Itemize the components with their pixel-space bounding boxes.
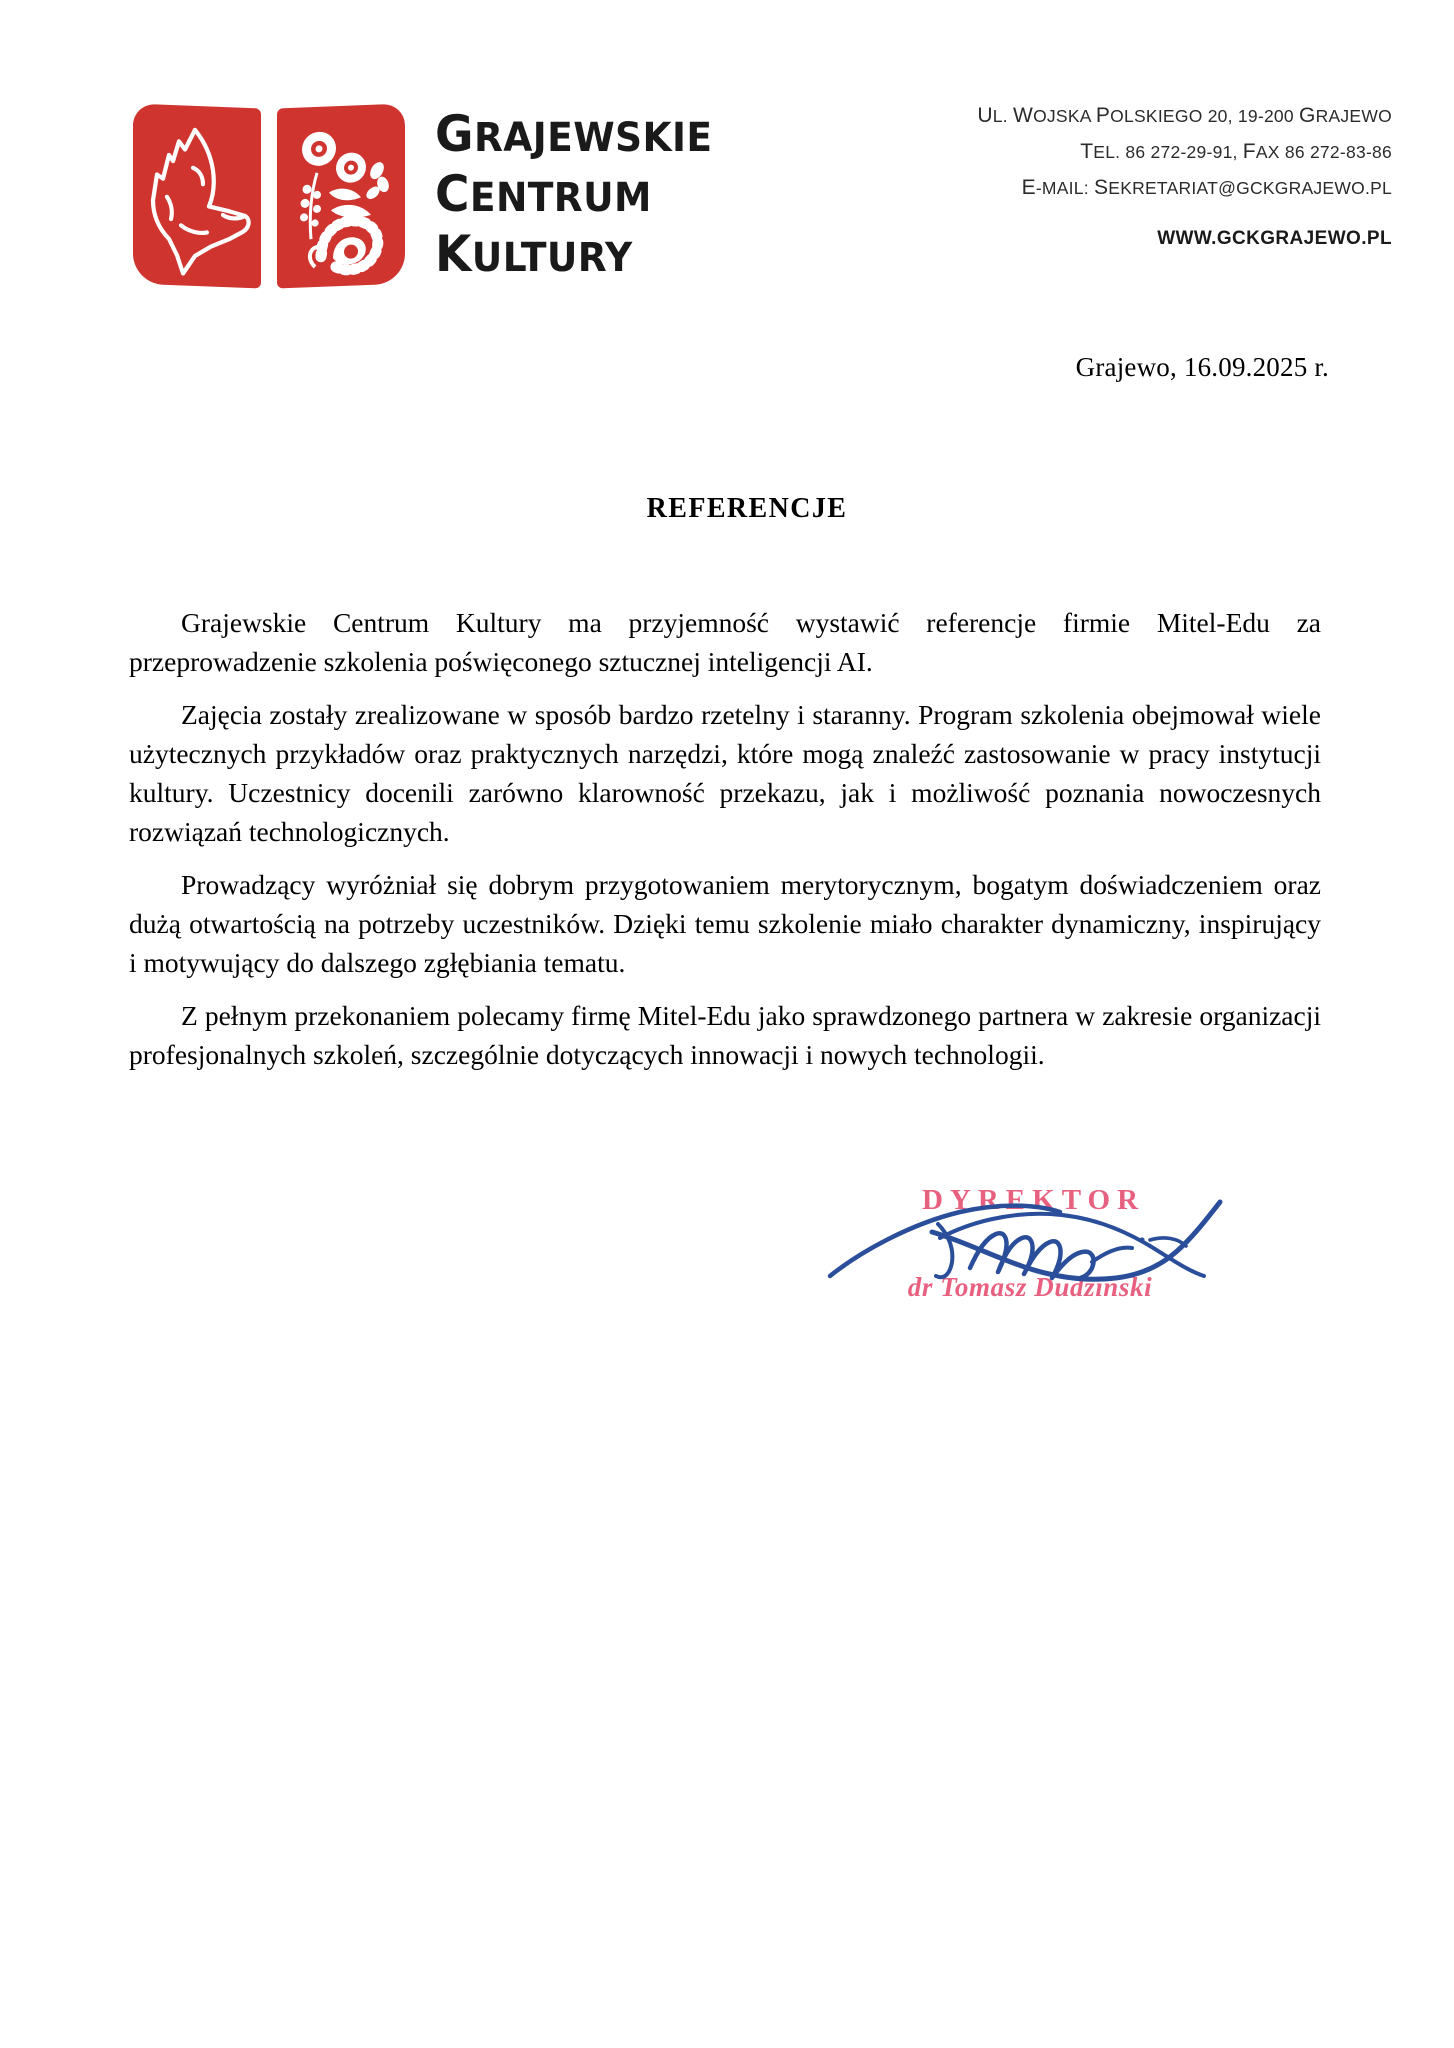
- handwritten-signature-icon: [820, 1180, 1240, 1320]
- logo-left-panel: [133, 104, 261, 289]
- stamp-role-label: DYREKTOR: [921, 1184, 1146, 1216]
- stamp-name-label: dr Tomasz Dudziński: [907, 1272, 1153, 1302]
- signature-block: [820, 1180, 1240, 1320]
- logo-right-panel: [277, 104, 405, 289]
- contact-website[interactable]: WWW.GCKGRAJEWO.PL: [1157, 228, 1392, 250]
- logo-wordmark: [435, 104, 765, 284]
- contact-block: [977, 98, 1392, 250]
- contact-address: UL. WOJSKA POLSKIEGO 20, 19-200 GRAJEWO: [977, 104, 1392, 127]
- letter-body: [129, 603, 1321, 1075]
- logo-wordmark-line-3: KULTURY: [435, 225, 633, 283]
- contact-phone: TEL. 86 272-29-91, FAX 86 272-83-86: [1080, 140, 1392, 164]
- logo-wordmark-line-1: GRAJEWSKIE: [435, 105, 713, 163]
- body-paragraph-4: Z pełnym przekonaniem polecamy firmę Mitel-Edu jako sprawdzonego partnera w zakresie organizacji profesjonalnych szkoleń, szczególnie dotyczących innowacji i nowych technologii.: [129, 1000, 1321, 1071]
- body-paragraph-2: Zajęcia zostały zrealizowane w sposób bardzo rzetelny i staranny. Program szkolenia obejmował wiele użytecznych przykładów oraz praktycznych narzędzi, które mogą znaleźć zastosowanie w pracy instytucji kultury. Uczestnicy docenili zarówno klarowność przekazu, jak i możliwość poznania nowoczesnych rozwiązań technologicznych.: [129, 699, 1321, 848]
- body-paragraph-1: Grajewskie Centrum Kultury ma przyjemność wystawić referencje firmie Mitel-Edu za przeprowadzenie szkolenia poświęconego sztucznej inteligencji AI.: [129, 607, 1321, 678]
- logo-wordmark-line-2: CENTRUM: [435, 165, 652, 223]
- date-line: Grajewo, 16.09.2025 r.: [1075, 352, 1329, 382]
- body-paragraph-3: Prowadzący wyróżniał się dobrym przygotowaniem merytorycznym, bogatym doświadczeniem oraz dużą otwartością na potrzeby uczestników. Dzięki temu szkolenie miało charakter dynamiczny, inspirujący i motywujący do dalszego zgłębiania tematu.: [129, 869, 1321, 979]
- contact-email: E-MAIL: SEKRETARIAT@GCKGRAJEWO.PL: [1021, 176, 1392, 200]
- open-book-logo-icon: [133, 106, 405, 286]
- folk-flower-motif-icon: [277, 104, 405, 289]
- page-title: REFERENCJE: [646, 493, 848, 524]
- wolf-head-icon: [133, 104, 261, 289]
- letterhead: [0, 78, 1454, 283]
